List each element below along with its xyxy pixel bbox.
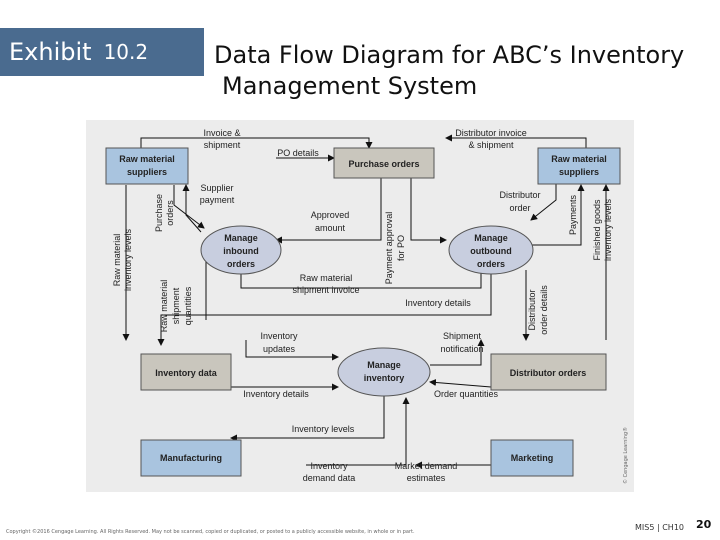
image-credit: © Cengage Learning® [623,426,629,484]
flow-line-po-details [141,138,369,148]
slide-title-line-2: Management System [222,72,478,100]
flow-label: updates [262,344,296,354]
flow-label: shipment [203,140,241,150]
process-label-line-1: Manage [474,233,508,243]
flow-label: order [509,203,531,213]
flow-label: orders [165,200,175,226]
entity-label-line-1: Raw material [551,154,607,164]
exhibit-badge [0,28,204,76]
flow-label: Distributor [527,289,537,331]
flow-label: Payment approval [384,211,394,285]
process-label-line-3: orders [226,259,256,269]
external-entity-raw-material-suppliers-right [538,148,620,184]
entity-label: Manufacturing [160,453,222,463]
flow-label: Market demand [394,461,458,471]
flow-label: estimates [406,473,446,483]
flow-label: Distributor invoice [455,128,527,138]
flow-label: & shipment [468,140,514,150]
data-store-purchase-orders [334,148,434,178]
process-label-line-2: inbound [223,246,259,256]
data-store-label: Purchase orders [348,159,420,169]
flow-label: inventory levels [603,198,613,262]
flow-label: Finished goods [592,199,602,261]
flow-label: Raw material [112,233,122,287]
flow-label: shipment invoice [292,285,360,295]
slide-title-line-1: Data Flow Diagram for ABC’s Inventory [214,41,685,69]
exhibit-label: Exhibit [9,38,92,66]
flow-line-distributor-order [531,180,556,220]
flow-label: Supplier [200,183,234,193]
process-manage-inbound-orders [201,226,281,274]
data-store-distributor-orders [491,354,606,390]
flow-line-supplier-payment [186,185,201,232]
entity-label-line-1: Raw material [119,154,175,164]
data-flow-diagram [86,120,634,492]
flow-label: for PO [396,234,406,262]
exhibit-number: 10.2 [103,40,149,64]
data-store-inventory-data [141,354,231,390]
flow-label: payment [199,195,235,205]
flow-line-distributor-invoice [446,138,586,148]
flow-label: Invoice & [203,128,241,138]
flow-label: demand data [302,473,356,483]
flow-label: Inventory levels [291,424,355,434]
flow-line-payment-approval [411,178,446,240]
flow-label: Purchase [154,193,164,233]
data-store-label: Inventory data [155,368,217,378]
flow-label: Shipment [442,331,482,341]
flow-label: notification [440,344,484,354]
flow-label: Inventory [310,461,348,471]
flow-label: Inventory details [405,298,471,308]
external-entity-manufacturing [141,440,241,476]
process-label-line-1: Manage [224,233,258,243]
process-label-line-1: Manage [367,360,401,370]
entity-label-line-2: suppliers [558,167,600,177]
process-label-line-2: inventory [363,373,405,383]
flow-label: shipment [171,287,181,325]
process-manage-inventory [338,348,430,396]
flow-label: order details [539,285,549,335]
entity-label-line-2: suppliers [126,167,168,177]
flow-label: Approved [310,210,350,220]
flow-label: quantities [183,286,193,326]
flow-label: Raw material [159,279,169,333]
external-entity-raw-material-suppliers-left [106,148,188,184]
flow-label: amount [314,223,346,233]
flow-label: Raw material [299,273,353,283]
flow-line-raw-shipment-invoice [241,267,481,288]
flow-label: Order quantities [433,389,499,399]
process-manage-outbound-orders [449,226,533,274]
flow-label: Inventory details [243,389,309,399]
footer-copyright: Copyright ©2016 Cengage Learning. All Rights Reserved. May not be scanned, copied or duplicated, or posted to a publicly accessible website, in whole or in part. [6,529,415,535]
flow-label: Payments [568,194,578,236]
process-label-line-3: orders [476,259,506,269]
flow-line-order-quantities [430,382,491,387]
diagram-canvas [86,120,634,492]
process-label-line-2: outbound [470,246,512,256]
footer-course-label: MIS5 | CH10 [635,523,684,532]
external-entity-marketing [491,440,573,476]
flow-label: Distributor [499,190,541,200]
flow-label: inventory levels [123,228,133,292]
entity-label: Marketing [510,453,554,463]
flow-label: Inventory [260,331,298,341]
flow-label: PO details [277,148,319,158]
slide-title [214,40,714,102]
data-store-label: Distributor orders [509,368,587,378]
page-number: 20 [696,518,712,531]
